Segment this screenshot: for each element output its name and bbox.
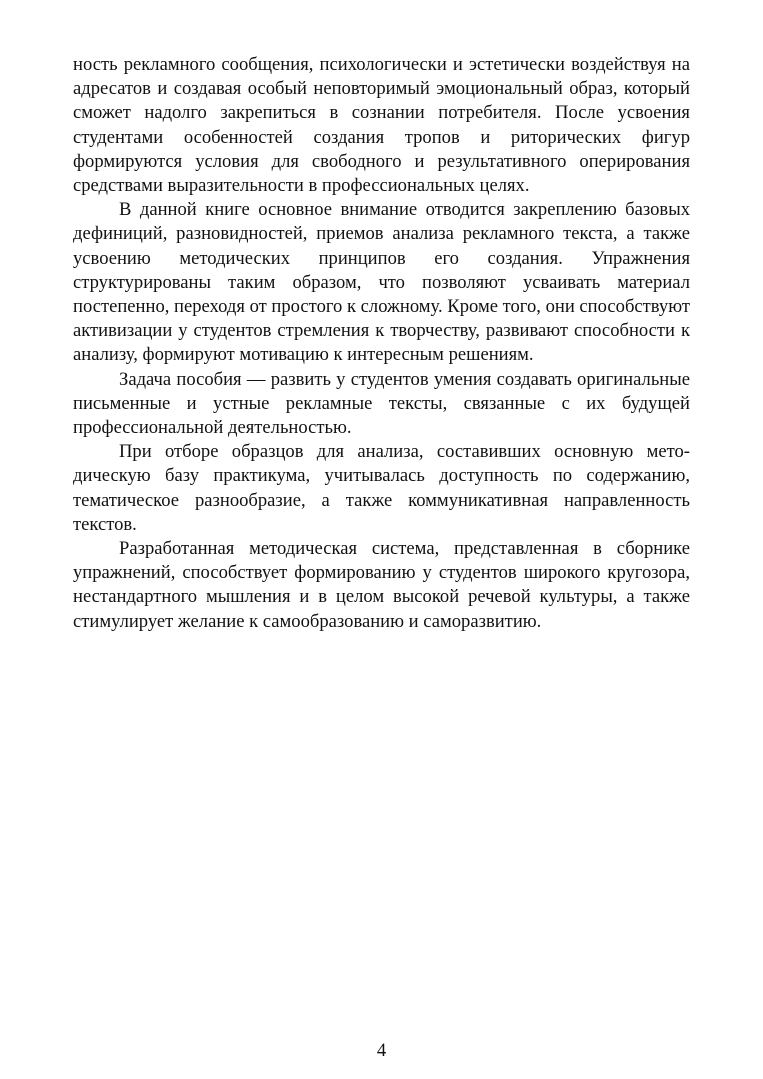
paragraph-continued: ность рекламного сообщения, психологически и эстетически воздействуя на адресатов и создавая особый неповторимый эмоциональный образ, который сможет надолго закрепиться в сознании потребителя. После усвоения студентами особенностей создания тропов и риторических фигур формируются условия для свободного и результативного оперирования средствами выразительности в профессиональных целях.: [73, 54, 690, 197]
paragraph-method-system: Разработанная методическая система, представленная в сборнике упражнений, способствует формированию у студентов широкого кругозора, нестандартного мышления и в целом высокой речевой культуры, а также стимулирует желание к самообразованию и саморазвитию.: [73, 538, 690, 632]
paragraph-book-focus: В данной книге основное внимание отводится закреплению базовых дефиниций, разновидностей, приемов анализа рекламного текста, а также усвоению методических принципов его создания. Упражнения структурированы таким образом, что позволяют усваивать материал постепенно, переходя от простого к сложному. Кроме того, они способствуют активизации у студентов стремления к творчеству, развивают способности к анализу, формируют мотивацию к интересным решениям.: [73, 199, 690, 366]
body-text: [73, 53, 690, 634]
paragraph-goal: Задача пособия — развить у студентов умения создавать оригинальные письменные и устные рекламные тексты, связанные с их будущей профессиональной деятельностью.: [73, 368, 690, 439]
page-number: 4: [376, 1040, 387, 1061]
paragraph-sample-selection: При отборе образцов для анализа, составивших основную методическую базу практикума, учитывалась доступность по содержанию, тематическое разнообразие, а также коммуникативная направленность текстов.: [73, 441, 690, 535]
